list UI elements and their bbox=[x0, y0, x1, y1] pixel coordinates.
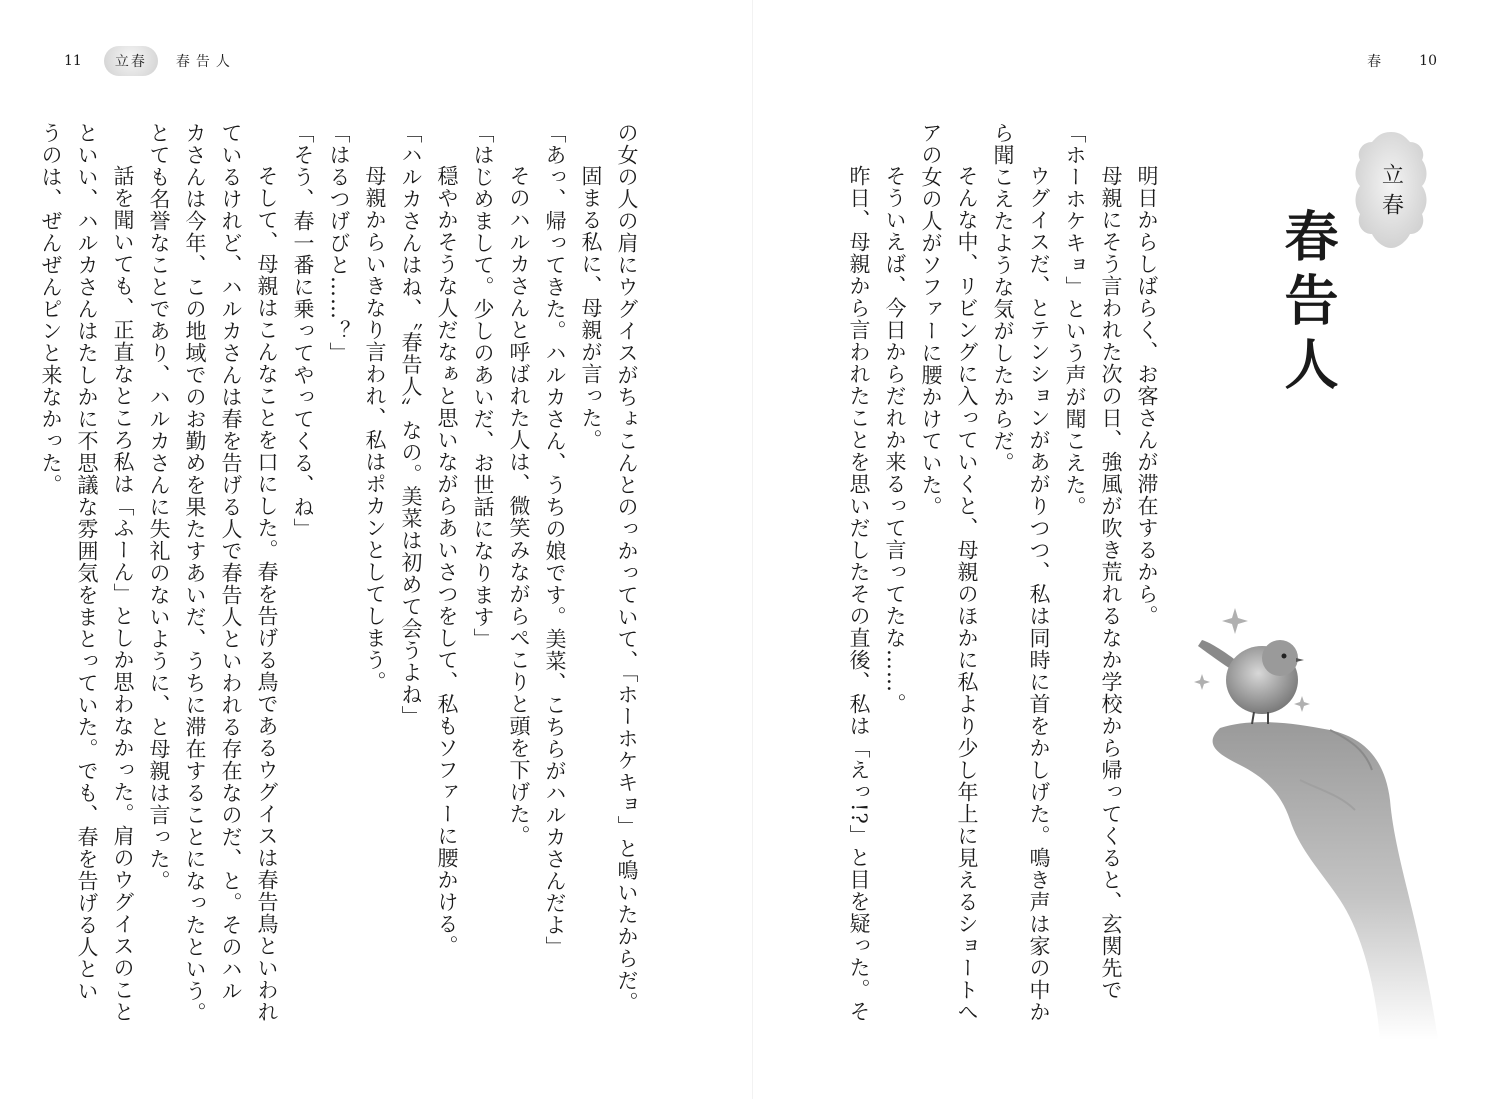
text-line: そのハルカさんと呼ばれた人は、微笑みながらぺこりと頭を下げた。 bbox=[507, 143, 531, 847]
text-line: ているけれど、ハルカさんは春を告げる人で春告人といわれる存在なのだ、と。そのハル bbox=[219, 122, 243, 1002]
text-line: 「ハルカさんはね、〝春告人〟なの。美菜は初めて会うよね」 bbox=[399, 122, 423, 728]
page-gutter bbox=[752, 0, 753, 1099]
text-line: 母親からいきなり言われ、私はポカンとしてしまう。 bbox=[363, 143, 387, 693]
chapter-main-title: 春告人 bbox=[1276, 208, 1339, 400]
bird-on-finger-icon bbox=[1180, 600, 1480, 1040]
right-running-head bbox=[1367, 44, 1437, 78]
text-line: とても名誉なことであり、ハルカさんに失礼のないように、と母親は言った。 bbox=[147, 122, 171, 892]
text-line: の女の人の肩にウグイスがちょこんとのっかっていて、「ホーホケキョ」と鳴いたからだ。 bbox=[615, 122, 639, 1014]
text-line: そういえば、今日からだれか来るって言ってたな……。 bbox=[883, 143, 907, 715]
text-line: といい、ハルカさんはたしかに不思議な雰囲気をまとっていた。でも、春を告げる人とい bbox=[75, 122, 99, 1002]
text-line: 明日からしばらく、お客さんが滞在するから。 bbox=[1135, 143, 1159, 627]
text-line: アの女の人がソファーに腰かけていた。 bbox=[919, 122, 943, 518]
left-section-badge: 立春 bbox=[104, 46, 158, 76]
text-line: 母親にそう言われた次の日、強風が吹き荒れるなか学校から帰ってくると、玄関先で bbox=[1099, 143, 1123, 1001]
bird-on-finger-illustration bbox=[1180, 600, 1480, 1040]
left-page-number: 11 bbox=[64, 53, 82, 69]
right-page-number: 10 bbox=[1419, 53, 1437, 69]
text-line: 話を聞いても、正直なところ私は「ふーん」としか思わなかった。肩のウグイスのこと bbox=[111, 143, 135, 1023]
text-line: 「そう、春一番に乗ってやってくる、ね」 bbox=[291, 122, 315, 540]
text-line: そして、母親はこんなことを口にした。春を告げる鳥であるウグイスは春告鳥といわれ bbox=[255, 143, 279, 1023]
text-line: 「はじめまして。少しのあいだ、お世話になります」 bbox=[471, 122, 495, 650]
text-line: カさんは今年、この地域でのお勤めを果たすあいだ、うちに滞在することになったという。 bbox=[183, 122, 207, 1024]
left-chapter-title: 春告人 bbox=[175, 54, 236, 70]
chapter-heading bbox=[1266, 118, 1404, 400]
text-line: 固まる私に、母親が言った。 bbox=[579, 143, 603, 451]
text-line: うのは、ぜんぜんピンと来なかった。 bbox=[39, 122, 63, 496]
text-line: そんな中、リビングに入っていくと、母親のほかに私より少し年上に見えるショートへ bbox=[955, 143, 979, 1023]
text-line: ら聞こえたような気がしたからだ。 bbox=[991, 122, 1015, 474]
chapter-badge bbox=[1352, 128, 1430, 252]
left-running-head bbox=[64, 44, 236, 78]
text-line: ウグイスだ、とテンションがあがりつつ、私は同時に首をかしげた。鳴き声は家の中か bbox=[1027, 143, 1051, 1023]
right-season-label: 春 bbox=[1367, 54, 1382, 70]
text-line: 「はるつげびと……？」 bbox=[327, 122, 351, 364]
right-page-body bbox=[847, 122, 1165, 1023]
text-line: 「ホーホケキョ」という声が聞こえた。 bbox=[1063, 122, 1087, 518]
chapter-badge-text: 立春 bbox=[1378, 163, 1404, 223]
text-line: 「あっ、帰ってきた。ハルカさん、うちの娘です。美菜、こちらがハルカさんだよ」 bbox=[543, 122, 567, 958]
text-line: 昨日、母親から言われたことを思いだしたその直後、私は「えっ!?」と目を疑った。そ bbox=[847, 143, 871, 1023]
left-page-body bbox=[39, 122, 645, 1024]
text-line: 穏やかそうな人だなぁと思いながらあいさつをして、私もソファーに腰かける。 bbox=[435, 143, 459, 957]
